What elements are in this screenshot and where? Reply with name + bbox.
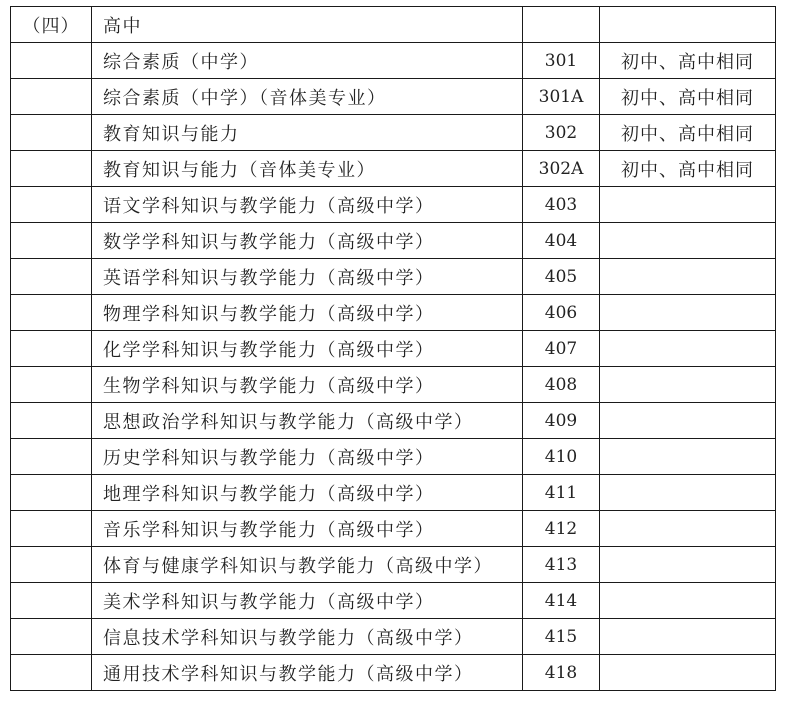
subject-code: 409 bbox=[523, 403, 600, 439]
row-index-cell bbox=[11, 367, 92, 403]
table-row bbox=[11, 583, 776, 619]
subject-code: 410 bbox=[523, 439, 600, 475]
section-number: （四） bbox=[11, 7, 92, 43]
row-index-cell bbox=[11, 655, 92, 691]
table-row bbox=[11, 403, 776, 439]
subject-code: 302A bbox=[523, 151, 600, 187]
table-row bbox=[11, 79, 776, 115]
row-index-cell bbox=[11, 115, 92, 151]
subject-name: 英语学科知识与教学能力（高级中学） bbox=[92, 259, 523, 295]
table-row bbox=[11, 511, 776, 547]
row-index-cell bbox=[11, 259, 92, 295]
table-row bbox=[11, 259, 776, 295]
subject-name: 综合素质（中学）（音体美专业） bbox=[92, 79, 523, 115]
table-row bbox=[11, 223, 776, 259]
row-index-cell bbox=[11, 475, 92, 511]
subject-code: 411 bbox=[523, 475, 600, 511]
subject-note bbox=[600, 223, 776, 259]
row-index-cell bbox=[11, 43, 92, 79]
subject-note bbox=[600, 475, 776, 511]
row-index-cell bbox=[11, 547, 92, 583]
subject-note bbox=[600, 331, 776, 367]
table-body bbox=[11, 7, 776, 691]
subject-code: 414 bbox=[523, 583, 600, 619]
table-row bbox=[11, 43, 776, 79]
row-index-cell bbox=[11, 151, 92, 187]
subject-name: 地理学科知识与教学能力（高级中学） bbox=[92, 475, 523, 511]
subject-name: 语文学科知识与教学能力（高级中学） bbox=[92, 187, 523, 223]
table-row bbox=[11, 151, 776, 187]
subject-note bbox=[600, 187, 776, 223]
table-row bbox=[11, 187, 776, 223]
subject-code: 408 bbox=[523, 367, 600, 403]
subject-name: 教育知识与能力 bbox=[92, 115, 523, 151]
subject-note bbox=[600, 295, 776, 331]
subject-code: 405 bbox=[523, 259, 600, 295]
subject-code: 302 bbox=[523, 115, 600, 151]
subject-code: 415 bbox=[523, 619, 600, 655]
row-index-cell bbox=[11, 403, 92, 439]
row-index-cell bbox=[11, 295, 92, 331]
subject-name: 信息技术学科知识与教学能力（高级中学） bbox=[92, 619, 523, 655]
row-index-cell bbox=[11, 187, 92, 223]
exam-subject-table-container bbox=[10, 6, 776, 691]
subject-note bbox=[600, 511, 776, 547]
row-index-cell bbox=[11, 511, 92, 547]
subject-name: 美术学科知识与教学能力（高级中学） bbox=[92, 583, 523, 619]
subject-name: 教育知识与能力（音体美专业） bbox=[92, 151, 523, 187]
subject-note: 初中、高中相同 bbox=[600, 115, 776, 151]
subject-name: 思想政治学科知识与教学能力（高级中学） bbox=[92, 403, 523, 439]
subject-name: 历史学科知识与教学能力（高级中学） bbox=[92, 439, 523, 475]
row-index-cell bbox=[11, 619, 92, 655]
subject-note bbox=[600, 655, 776, 691]
subject-note bbox=[600, 259, 776, 295]
row-index-cell bbox=[11, 439, 92, 475]
section-note-cell bbox=[600, 7, 776, 43]
table-row bbox=[11, 367, 776, 403]
section-header-row bbox=[11, 7, 776, 43]
subject-note: 初中、高中相同 bbox=[600, 79, 776, 115]
row-index-cell bbox=[11, 223, 92, 259]
subject-name: 体育与健康学科知识与教学能力（高级中学） bbox=[92, 547, 523, 583]
row-index-cell bbox=[11, 583, 92, 619]
subject-code: 418 bbox=[523, 655, 600, 691]
table-row bbox=[11, 331, 776, 367]
subject-name: 化学学科知识与教学能力（高级中学） bbox=[92, 331, 523, 367]
section-title: 高中 bbox=[92, 7, 523, 43]
subject-note bbox=[600, 583, 776, 619]
subject-name: 生物学科知识与教学能力（高级中学） bbox=[92, 367, 523, 403]
subject-code: 403 bbox=[523, 187, 600, 223]
table-row bbox=[11, 655, 776, 691]
subject-name: 综合素质（中学） bbox=[92, 43, 523, 79]
exam-subject-table bbox=[10, 6, 776, 691]
subject-note bbox=[600, 547, 776, 583]
table-row bbox=[11, 295, 776, 331]
subject-name: 物理学科知识与教学能力（高级中学） bbox=[92, 295, 523, 331]
subject-note bbox=[600, 439, 776, 475]
table-row bbox=[11, 439, 776, 475]
subject-code: 404 bbox=[523, 223, 600, 259]
subject-note: 初中、高中相同 bbox=[600, 43, 776, 79]
subject-code: 406 bbox=[523, 295, 600, 331]
subject-note bbox=[600, 619, 776, 655]
subject-code: 407 bbox=[523, 331, 600, 367]
subject-note bbox=[600, 403, 776, 439]
subject-code: 412 bbox=[523, 511, 600, 547]
subject-name: 通用技术学科知识与教学能力（高级中学） bbox=[92, 655, 523, 691]
table-row bbox=[11, 115, 776, 151]
subject-note bbox=[600, 367, 776, 403]
section-code-cell bbox=[523, 7, 600, 43]
subject-code: 301A bbox=[523, 79, 600, 115]
subject-name: 音乐学科知识与教学能力（高级中学） bbox=[92, 511, 523, 547]
row-index-cell bbox=[11, 331, 92, 367]
table-row bbox=[11, 619, 776, 655]
subject-note: 初中、高中相同 bbox=[600, 151, 776, 187]
table-row bbox=[11, 475, 776, 511]
subject-code: 301 bbox=[523, 43, 600, 79]
row-index-cell bbox=[11, 79, 92, 115]
subject-name: 数学学科知识与教学能力（高级中学） bbox=[92, 223, 523, 259]
table-row bbox=[11, 547, 776, 583]
subject-code: 413 bbox=[523, 547, 600, 583]
